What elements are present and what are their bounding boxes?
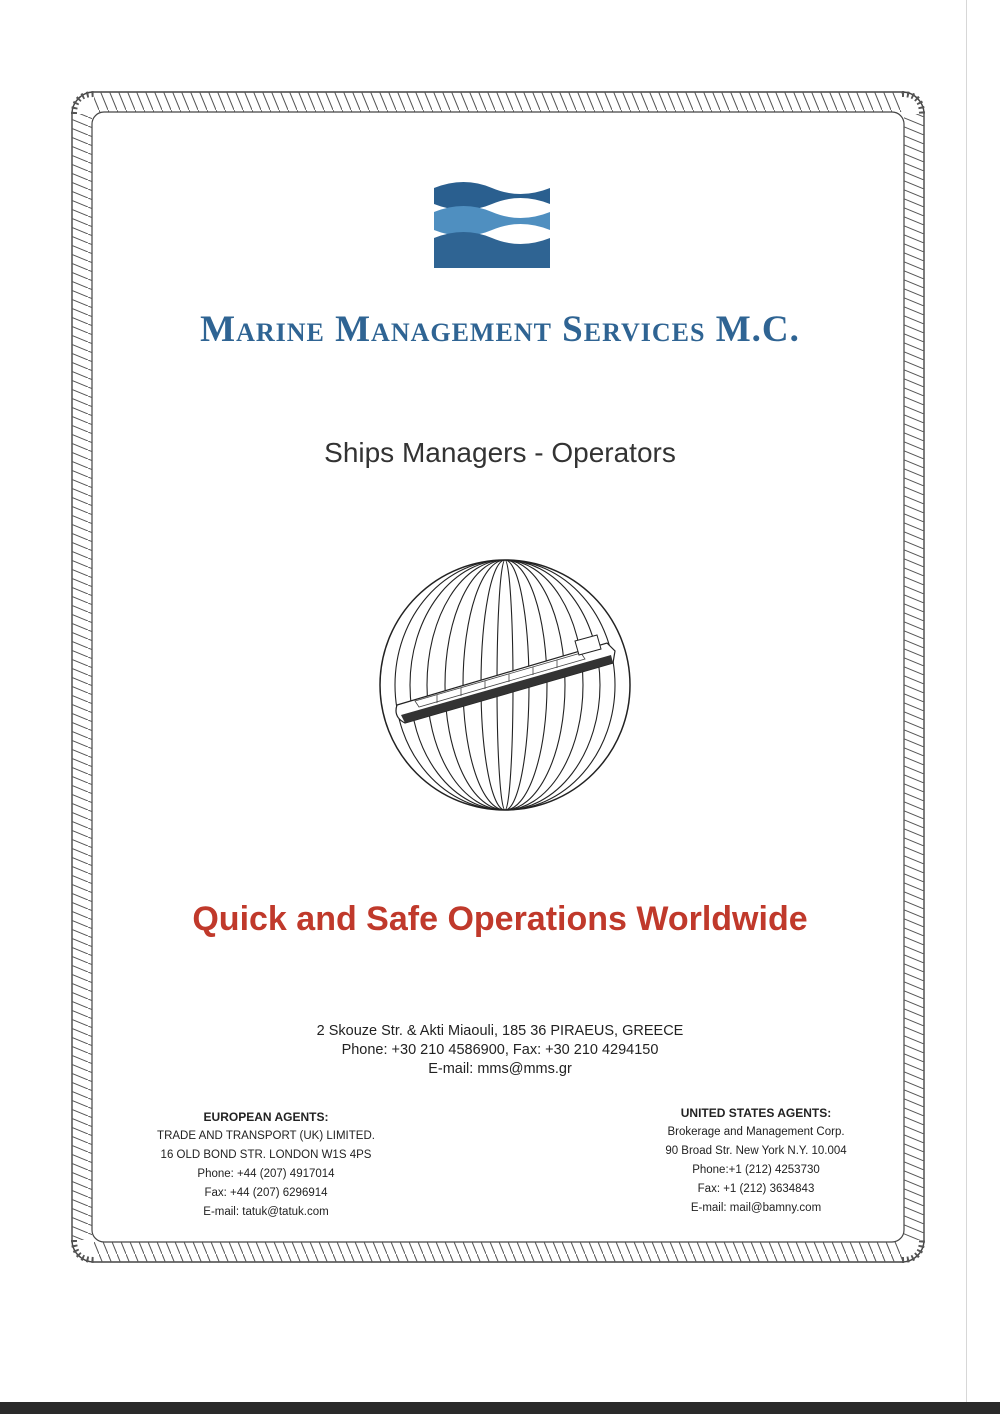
european-agents-phone: Phone: +44 (207) 4917014	[197, 1168, 335, 1180]
european-agents-company: TRADE AND TRANSPORT (UK) LIMITED.	[157, 1130, 375, 1142]
tagline: Ships Managers - Operators	[324, 437, 676, 468]
us-agents-company: Brokerage and Management Corp.	[667, 1126, 845, 1138]
us-agents-fax: Fax: +1 (212) 3634843	[697, 1183, 815, 1195]
european-agents-email: E-mail: tatuk@tatuk.com	[203, 1206, 329, 1218]
email-line: E-mail: mms@mms.gr	[428, 1061, 572, 1077]
european-agents	[136, 1108, 396, 1222]
waves-icon	[430, 178, 554, 270]
us-agents-address: 90 Broad Str. New York N.Y. 10.004	[665, 1145, 847, 1157]
us-agents-email: E-mail: mail@bamny.com	[690, 1202, 822, 1214]
scan-bottom-edge	[0, 1402, 1000, 1414]
european-agents-heading: EUROPEAN AGENTS:	[203, 1110, 329, 1124]
head-office-address	[300, 1022, 700, 1079]
european-agents-fax: Fax: +44 (207) 6296914	[204, 1187, 328, 1199]
us-agents	[626, 1104, 886, 1218]
european-agents-address: 16 OLD BOND STR. LONDON W1S 4PS	[160, 1149, 372, 1161]
us-agents-heading: UNITED STATES AGENTS:	[680, 1106, 832, 1120]
company-name: Marine Management Services M.C.	[200, 309, 800, 350]
address-line: 2 Skouze Str. & Akti Miaouli, 185 36 PIRAEUS, GREECE	[316, 1023, 684, 1039]
phone-fax-line: Phone: +30 210 4586900, Fax: +30 210 4294150	[341, 1042, 659, 1058]
us-agents-phone: Phone:+1 (212) 4253730	[692, 1164, 820, 1176]
globe-ship-icon	[375, 555, 635, 815]
slogan: Quick and Safe Operations Worldwide	[192, 900, 808, 938]
